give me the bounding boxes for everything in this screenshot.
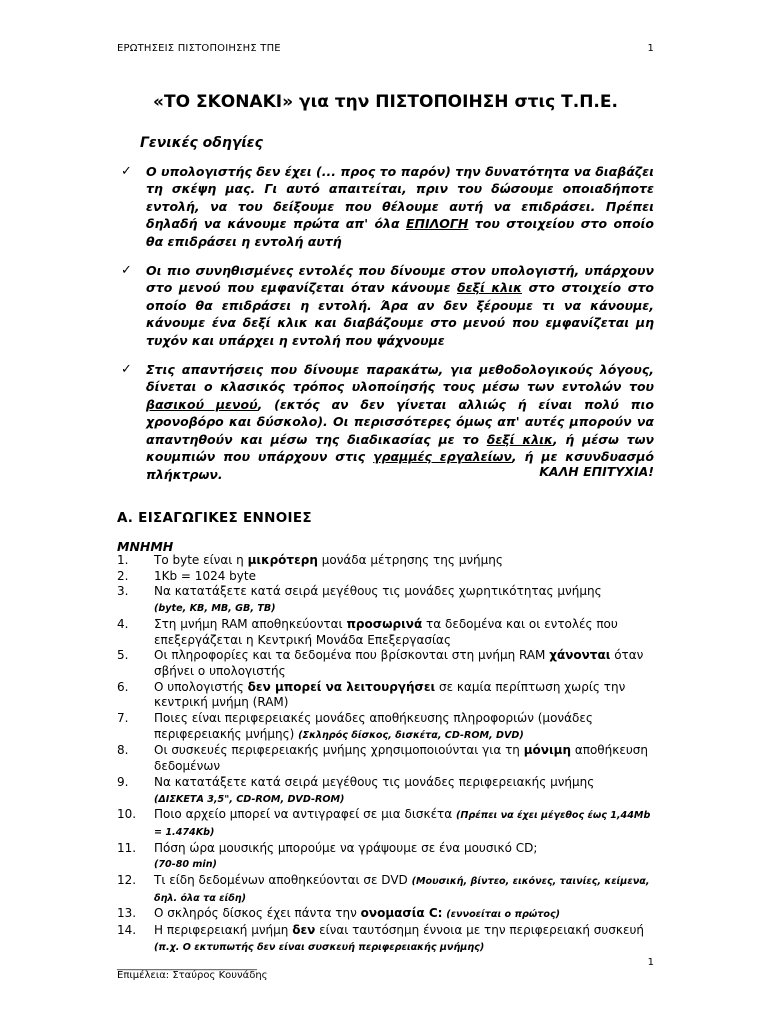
general-instructions-heading: Γενικές οδηγίες xyxy=(140,135,263,151)
document-title: «ΤΟ ΣΚΟΝΑΚΙ» για την ΠΙΣΤΟΠΟΙΗΣΗ στις Τ.Π.Ε. xyxy=(153,92,618,112)
list-item: 14. Η περιφερειακή μνήμη δεν είναι ταυτόσημη έννοια με την περιφερειακή συσκευή (π.χ. Ο εκτυπωτής δεν είναι συσκευή περιφερειακής μνήμης) xyxy=(117,923,644,953)
section-heading: Α. ΕΙΣΑΓΩΓΙΚΕΣ ΕΝΝΟΙΕΣ xyxy=(117,510,312,526)
instructions-list xyxy=(117,163,654,495)
footer-separator: ____________________________ xyxy=(117,960,257,971)
question-list xyxy=(117,553,654,956)
good-luck-text: ΚΑΛΗ ΕΠΙΤΥΧΙΑ! xyxy=(539,464,654,479)
header-title: ΕΡΩΤΗΣΕΙΣ ΠΙΣΤΟΠΟΙΗΣΗΣ ΤΠΕ xyxy=(117,43,281,54)
list-item: 13. Ο σκληρός δίσκος έχει πάντα την ονομασία C: (εννοείται ο πρώτος) xyxy=(117,906,561,921)
list-item: 9. Να κατατάξετε κατά σειρά μεγέθους τις μονάδες περιφερειακής μνήμης (ΔΙΣΚΕΤΑ 3,5", CD-ROM, DVD-ROM) xyxy=(117,774,595,805)
list-item: 7. Ποιες είναι περιφερειακές μονάδες αποθήκευσης πληροφοριών (μονάδες περιφερειακής μνήμης) (Σκληρός δίσκος, δισκέτα, CD-ROM, DVD) xyxy=(117,711,593,741)
instruction-text: Οι πιο συνηθισμένες εντολές που δίνουμε στον υπολογιστή, υπάρχουν στο μενού που εμφανίζεται όταν κάνουμε δεξί κλικ στο στοιχείο στο οποίο θα επιδράσει η εντολή. Άρα αν δεν ξέρουμε τι να κάνουμε, κάνουμε ένα δεξί κλικ και διαβάζουμε στο μενού που εμφανίζεται μη τυχόν και υπάρχει η εντολή που ψάχνουμε xyxy=(146,263,655,348)
list-item: 1. Το byte είναι η μικρότερη μονάδα μέτρησης της μνήμης xyxy=(117,553,503,567)
list-item: 4. Στη μνήμη RAM αποθηκεύονται προσωρινά τα δεδομένα και οι εντολές που επεξεργάζεται η Κεντρική Μονάδα Επεξεργασίας xyxy=(117,616,618,647)
checkmark-icon: ✓ xyxy=(121,263,132,279)
footer-page-number: 1 xyxy=(647,957,654,968)
header-page-number: 1 xyxy=(647,43,654,54)
instruction-text: Στις απαντήσεις που δίνουμε παρακάτω, για μεθοδολογικούς λόγους, δίνεται ο κλασικός τρόπος υλοποίησής τους μέσω των εντολών του βασικού μενού, (εκτός αν δεν γίνεται αλλιώς ή είναι πολύ πιο χρονοβόρο και δύσκολο). Οι περισσότερες όμως απ' αυτές μπορούν να απαντηθούν και μέσω της διαδικασίας με το δεξί κλικ, ή μέσω των κουμπιών που υπάρχουν στις γραμμές εργαλείων, ή με κσυνδυασμό πλήκτρων. xyxy=(146,362,654,482)
checkmark-icon: ✓ xyxy=(121,362,132,378)
checkmark-icon: ✓ xyxy=(121,164,132,179)
list-item: 10. Ποιο αρχείο μπορεί να αντιγραφεί σε μια δισκέτα (Πρέπει να έχει μέγεθος έως 1,44Mb = 1.474Kb) xyxy=(117,807,651,838)
footer-editor: Επιμέλεια: Σταύρος Κουνάδης xyxy=(117,970,268,981)
subsection-heading: ΜΝΗΜΗ xyxy=(117,539,174,554)
list-item: 11. Πόση ώρα μουσικής μπορούμε να γράψουμε σε ένα μουσικό CD; (70-80 min) xyxy=(117,840,538,871)
list-item: 3. Να κατατάξετε κατά σειρά μεγέθους τις μονάδες χωρητικότητας μνήμης (byte, KB, MB, GB, TB) xyxy=(117,584,602,615)
list-item: 8. Οι συσκευές περιφερειακής μνήμης χρησιμοποιούνται για τη μόνιμη αποθήκευση δεδομένων xyxy=(117,743,648,774)
list-item: 2. 1Kb = 1024 byte xyxy=(117,568,256,583)
instruction-item xyxy=(117,262,654,349)
instruction-text: Ο υπολογιστής δεν έχει (... προς το παρόν) την δυνατότητα να διαβάζει τη σκέψη μας. Γι αυτό απαιτείται, πριν του δώσουμε οποιαδήποτε εντολή, να του δείξουμε που θέλουμε αυτή να επιδράσει. Πρέπει δηλαδή να κάνουμε πρώτα απ' όλα ΕΠΙΛΟΓΗ του στοιχείου στο οποίο θα επιδράσει η εντολή αυτή xyxy=(146,164,654,249)
list-item: 5. Οι πληροφορίες και τα δεδομένα που βρίσκονται στη μνήμη RAM χάνονται όταν σβήνει ο υπολογιστής xyxy=(117,648,644,678)
list-item: 6. Ο υπολογιστής δεν μπορεί να λειτουργήσει σε καμία περίπτωση χωρίς την κεντρική μνήμη (RAM) xyxy=(117,679,626,710)
list-item: 12. Τι είδη δεδομένων αποθηκεύονται σε DVD (Μουσική, βίντεο, εικόνες, ταινίες, κείμενα, δηλ. όλα τα είδη) xyxy=(117,873,650,904)
instruction-item xyxy=(117,163,654,250)
page-header xyxy=(117,43,654,54)
